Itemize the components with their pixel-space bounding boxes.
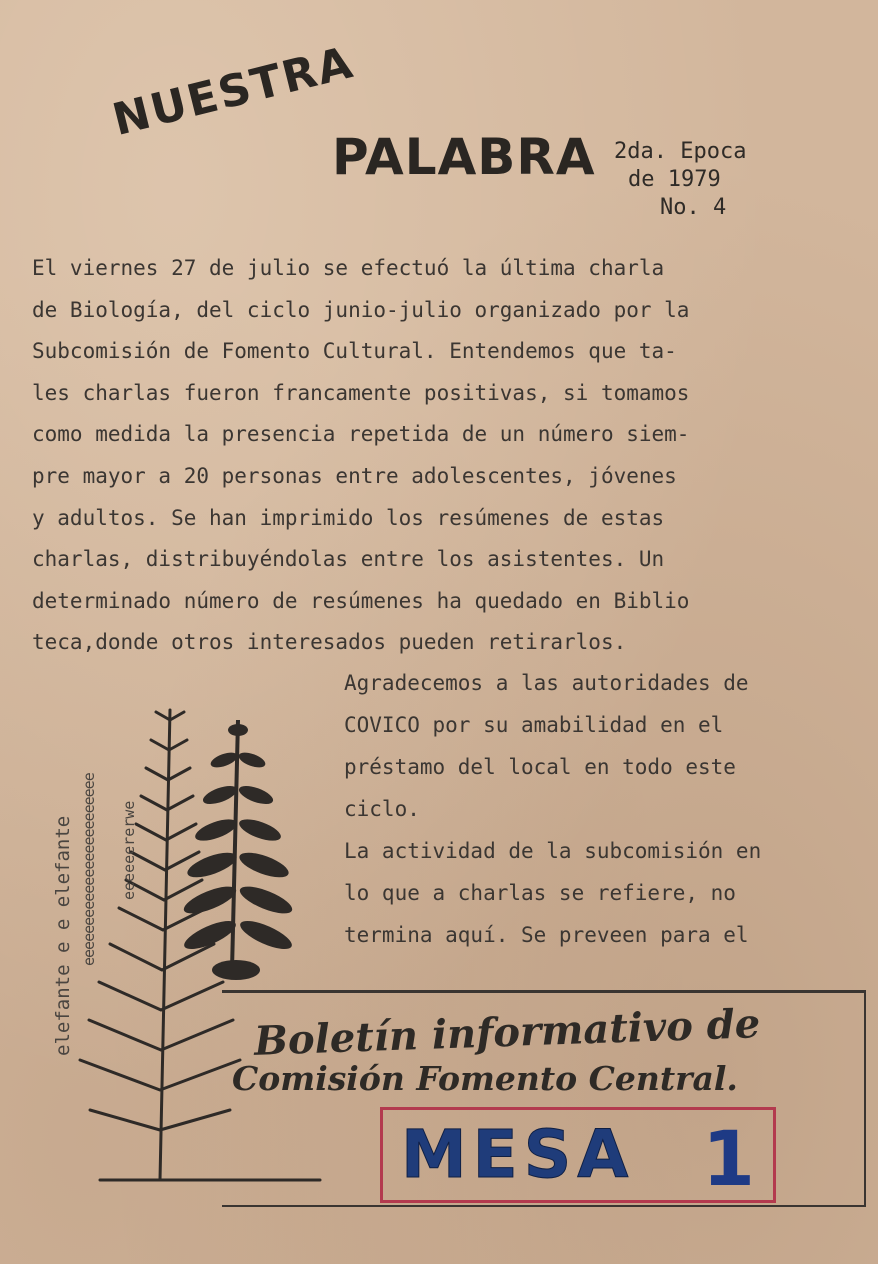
issue-year: de 1979 xyxy=(628,167,721,192)
vertical-text-e-column: eeeeeeeeeeeeeeeeeeeeeeee xyxy=(80,773,98,966)
article-body xyxy=(32,248,832,664)
article-line: pre mayor a 20 personas entre adolescentes, jóvenes xyxy=(32,463,677,488)
stamp-line-2: Comisión Fomento Central. xyxy=(232,1059,738,1098)
article-line: Subcomisión de Fomento Cultural. Entendemos que ta- xyxy=(32,339,677,364)
vertical-text-mid: eeeeeererwe xyxy=(120,800,138,900)
article-line: como medida la presencia repetida de un número siem- xyxy=(32,422,690,447)
article-line: les charlas fueron francamente positivas, si tomamos xyxy=(32,380,690,405)
stamp-line-1: Boletín informativo de xyxy=(253,1000,761,1065)
mesa-number: 1 xyxy=(702,1114,755,1203)
article-line: de Biología, del ciclo junio-julio organizado por la xyxy=(32,297,690,322)
mesa-label: MESA xyxy=(401,1116,635,1193)
column-line: La actividad de la subcomisión en xyxy=(344,839,762,863)
issue-info xyxy=(614,138,746,222)
column-line: termina aquí. Se preveen para el xyxy=(344,923,749,947)
article-line: El viernes 27 de julio se efectuó la última charla xyxy=(32,256,665,280)
article-line: determinado número de resúmenes ha quedado en Biblio xyxy=(32,588,690,613)
column-line: lo que a charlas se refiere, no xyxy=(344,881,736,905)
column-line: ciclo. xyxy=(344,797,420,821)
article-column xyxy=(344,662,844,956)
masthead-title-palabra: PALABRA xyxy=(332,128,596,186)
article-line: teca,donde otros interesados pueden retirarlos. xyxy=(32,630,627,655)
article-line: y adultos. Se han imprimido los resúmenes de estas xyxy=(32,505,665,530)
mesa-box xyxy=(380,1107,776,1203)
vertical-text-elefante: elefante e e elefante xyxy=(52,815,74,1056)
column-line: préstamo del local en todo este xyxy=(344,755,736,779)
bulletin-stamp xyxy=(222,990,866,1207)
issue-number: No. 4 xyxy=(660,195,727,220)
column-line: Agradecemos a las autoridades de xyxy=(344,671,749,695)
issue-epoch: 2da. Epoca xyxy=(614,139,747,164)
column-line: COVICO por su amabilidad en el xyxy=(344,713,724,737)
tree-right xyxy=(181,720,296,980)
masthead-title-nuestra: NUESTRA xyxy=(107,36,359,146)
article-line: charlas, distribuyéndolas entre los asistentes. Un xyxy=(32,547,665,572)
